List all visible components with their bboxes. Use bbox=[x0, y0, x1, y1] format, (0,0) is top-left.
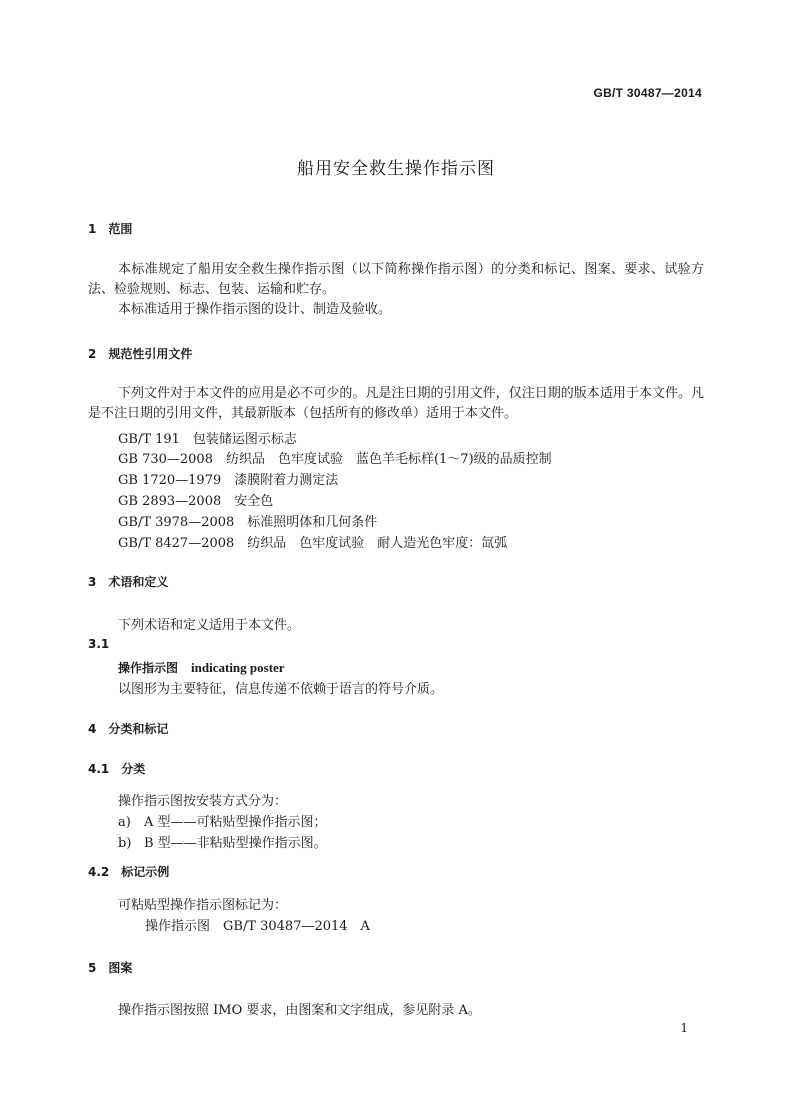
section-3-heading: 3 术语和定义 bbox=[88, 575, 169, 589]
term-entry bbox=[118, 657, 285, 677]
term-definition: 以图形为主要特征，信息传递不依赖于语言的符号介质。 bbox=[118, 682, 444, 697]
reference-item: GB/T 191 包装储运图示标志 bbox=[118, 432, 297, 447]
section-5-heading: 5 图案 bbox=[88, 961, 133, 975]
term-english: indicating poster bbox=[191, 660, 285, 675]
section-2-paragraph-intro: 下列文件对于本文件的应用是必不可少的。凡是注日期的引用文件，仅注日期的版本适用于本文件。凡是不注日期的引用文件，其最新版本（包括所有的修改单）适用于本文件。 bbox=[88, 386, 704, 421]
section-5-paragraph: 操作指示图按照 IMO 要求，由图案和文字组成，参见附录 A。 bbox=[118, 1003, 481, 1018]
reference-item: GB/T 3978—2008 标准照明体和几何条件 bbox=[118, 515, 378, 530]
list-item-text: B 型——非粘贴型操作指示图。 bbox=[144, 836, 327, 851]
section-4-heading: 4 分类和标记 bbox=[88, 722, 169, 736]
list-item bbox=[118, 832, 327, 852]
page-number: 1 bbox=[680, 1021, 688, 1035]
page-title: 船用安全救生操作指示图 bbox=[297, 159, 495, 179]
section-1-paragraph-applicability: 本标准适用于操作指示图的设计、制造及验收。 bbox=[118, 302, 392, 317]
reference-item: GB 2893—2008 安全色 bbox=[118, 494, 274, 509]
reference-item: GB 1720—1979 漆膜附着力测定法 bbox=[118, 473, 339, 488]
section-1-heading: 1 范围 bbox=[88, 222, 133, 236]
section-4-2-intro: 可粘贴型操作指示图标记为： bbox=[118, 898, 288, 913]
reference-item: GB 730—2008 纺织品 色牢度试验 蓝色羊毛标样(1～7)级的品质控制 bbox=[118, 452, 552, 467]
section-2-heading: 2 规范性引用文件 bbox=[88, 347, 193, 361]
reference-item: GB/T 8427—2008 纺织品 色牢度试验 耐人造光色牢度：氙弧 bbox=[118, 536, 508, 551]
list-marker: a) bbox=[118, 815, 131, 830]
section-3-intro: 下列术语和定义适用于本文件。 bbox=[118, 618, 301, 633]
standard-code: GB/T 30487—2014 bbox=[593, 86, 702, 100]
term-number: 3.1 bbox=[88, 637, 110, 651]
list-item-text: A 型——可粘贴型操作指示图； bbox=[144, 815, 327, 830]
list-item bbox=[118, 811, 327, 831]
section-4-1-intro: 操作指示图按安装方式分为： bbox=[118, 794, 288, 809]
section-1-paragraph-scope: 本标准规定了船用安全救生操作指示图（以下简称操作指示图）的分类和标记、图案、要求、试验方法、检验规则、标志、包装、运输和贮存。 bbox=[88, 262, 704, 297]
term-chinese: 操作指示图 bbox=[118, 661, 179, 675]
marking-example: 操作指示图 GB/T 30487—2014 A bbox=[145, 919, 370, 934]
list-marker: b) bbox=[118, 836, 132, 851]
section-4-2-heading: 4.2 标记示例 bbox=[88, 865, 170, 879]
section-4-1-heading: 4.1 分类 bbox=[88, 762, 146, 776]
